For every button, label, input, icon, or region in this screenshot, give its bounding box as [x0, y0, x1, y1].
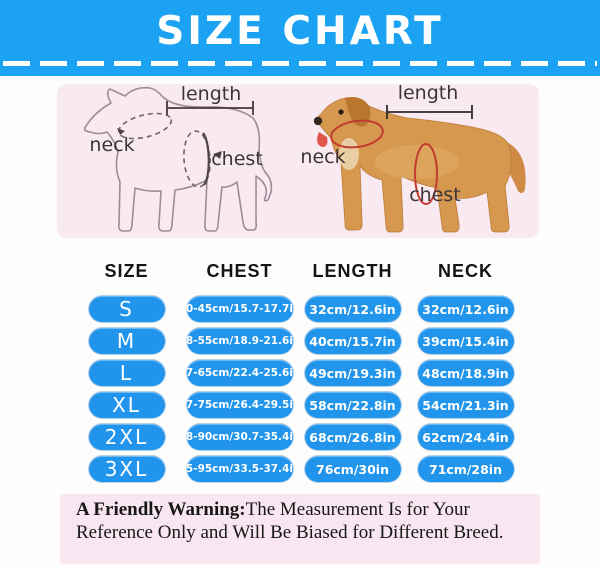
size-table	[70, 259, 522, 485]
table-row	[70, 421, 522, 453]
column-header-chest: CHEST	[206, 260, 273, 281]
size-badge: M	[89, 328, 165, 354]
length-value: 40cm/15.7in	[305, 328, 401, 354]
neck-value: 39cm/15.4in	[418, 328, 514, 354]
page-title: SIZE CHART	[156, 9, 444, 54]
column-header-length: LENGTH	[312, 260, 393, 281]
table-row	[70, 389, 522, 421]
size-table-header	[70, 259, 522, 283]
chest-value: 78-90cm/30.7-35.4in	[187, 424, 293, 450]
photo-length-label: length	[397, 84, 459, 104]
table-row	[70, 357, 522, 389]
warning-panel	[60, 494, 540, 564]
table-row	[70, 325, 522, 357]
warning-label: A Friendly Warning:	[76, 499, 246, 520]
dashed-divider	[3, 61, 597, 66]
length-value: 32cm/12.6in	[305, 296, 401, 322]
dog-tongue	[317, 132, 327, 147]
length-value: 58cm/22.8in	[305, 392, 401, 418]
size-badge: L	[89, 360, 165, 386]
dog-nose	[314, 117, 322, 125]
warning-text: The Measurement Is for Your Reference Only and Will Be Biased for Different Breed.	[76, 499, 504, 543]
neck-value: 48cm/18.9in	[418, 360, 514, 386]
length-value: 68cm/26.8in	[305, 424, 401, 450]
chest-value: 57-65cm/22.4-25.6in	[187, 360, 293, 386]
neck-value: 62cm/24.4in	[418, 424, 514, 450]
chest-value: 67-75cm/26.4-29.5in	[187, 392, 293, 418]
chest-value: 40-45cm/15.7-17.7in	[187, 296, 293, 322]
measurement-diagram-panel	[57, 84, 539, 238]
header-banner	[0, 0, 600, 76]
table-row	[70, 293, 522, 325]
size-badge: 3XL	[89, 456, 165, 482]
neck-value: 54cm/21.3in	[418, 392, 514, 418]
sketch-neck-label: neck	[89, 134, 135, 156]
length-value: 76cm/30in	[305, 456, 401, 482]
length-value: 49cm/19.3in	[305, 360, 401, 386]
chest-value: 48-55cm/18.9-21.6in	[187, 328, 293, 354]
column-header-size: SIZE	[104, 260, 149, 281]
column-header-neck: NECK	[437, 260, 493, 281]
size-badge: XL	[89, 392, 165, 418]
size-badge: S	[89, 296, 165, 322]
photo-neck-label: neck	[300, 146, 346, 168]
dog-measurement-diagram	[57, 84, 539, 238]
neck-value: 71cm/28in	[418, 456, 514, 482]
chest-value: 85-95cm/33.5-37.4in	[187, 456, 293, 482]
size-badge: 2XL	[89, 424, 165, 450]
neck-value: 32cm/12.6in	[418, 296, 514, 322]
sketch-chest-label: chest	[211, 148, 263, 170]
table-row	[70, 453, 522, 485]
photo-chest-label: chest	[409, 184, 461, 206]
dog-eye	[338, 109, 343, 114]
sketch-length-label: length	[180, 84, 242, 105]
